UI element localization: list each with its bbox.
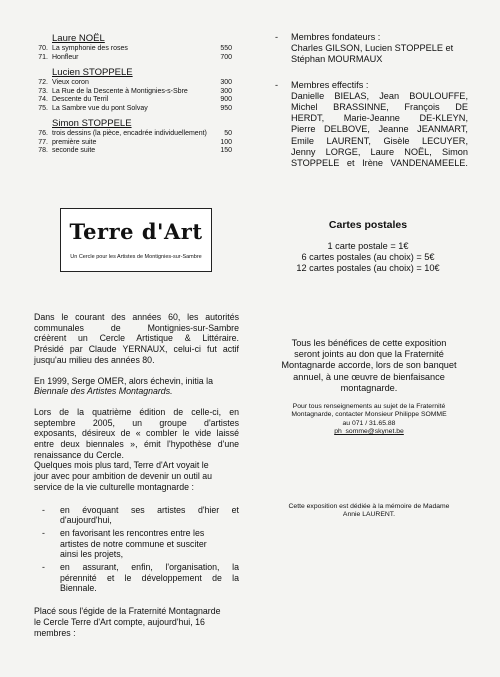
history-paragraph: En 1999, Serge OMER, alors échevin, initia la Biennale des Artistes Montagnards.: [34, 375, 213, 397]
effective-line: Emile LAURENT, Gisèle LECUYER,: [291, 135, 468, 146]
history-line: renaissance du Cercle.: [34, 449, 124, 460]
postcards-price-line: 6 cartes postales (au choix) = 5€: [301, 252, 435, 263]
artwork-row: 70. La symphonie des roses 550: [38, 45, 232, 52]
postcards-price-line: 12 cartes postales (au choix) = 10€: [296, 263, 440, 274]
history-paragraph: Placé sous l'égide de la Fraternité Montagnarde le Cercle Terre d'Art compte, aujourd'hui, 16 membres :: [34, 606, 221, 638]
benefits-section: Tous les bénéfices de cette exposition seront joints au don que la Fraternité Montagnarde accorde, lors de son banquet annuel, à une œuvre de bienfaisance montagnarde.: [281, 338, 457, 393]
contact-email-link[interactable]: ph_somme@skynet.be: [334, 428, 404, 436]
dash-marker: -: [275, 79, 279, 90]
artwork-row: 71. Honfleur 700: [38, 53, 232, 61]
effective-line: Jenny LORGE, Laure NOËL, Simon: [291, 146, 468, 157]
history-paragraph: Quelques mois plus tard, Terre d'Art voyait le jour avec pour ambition de devenir un outil au service de la vie culturelle montagnarde :: [34, 460, 213, 492]
artist-name: Laure NOËL: [52, 33, 105, 44]
artwork-row: 75. La Sambre vue du pont Solvay 950: [38, 104, 232, 112]
artwork-row: 76. trois dessins (la pièce, encadrée individuellement) 50: [38, 130, 232, 137]
artist-name: Simon STOPPELE: [52, 118, 132, 129]
postcards-price-line: 1 carte postale = 1€: [327, 241, 409, 251]
contact-section: Pour tous renseignements au sujet de la Fraternité Montagnarde, contacter Monsieur Philippe SOMME au 071 / 31.65.88 ph_somme@skynet.be: [266, 403, 472, 437]
ambition-list: [34, 505, 239, 595]
effective-line: Michel BRASSINNE, François DE: [291, 102, 468, 113]
effective-heading: Membres effectifs :: [291, 79, 369, 90]
list-item: - en favorisant les rencontres entre les artistes de notre commune et susciter ainsi les projets,: [42, 527, 207, 560]
dedication-section: Cette exposition est dédiée à la mémoire de Madame Annie LAURENT.: [288, 503, 450, 519]
artwork-row: 77. première suite 100: [38, 138, 232, 146]
artwork-list: [32, 33, 232, 156]
effective-line: STOPPELE et Irène VANDENAMEELE.: [291, 158, 468, 169]
effective-line: HERDT, Marie-Jeanne DE-KLEYN,: [291, 113, 468, 124]
members-section: [275, 32, 468, 169]
artist-name: Lucien STOPPELE: [52, 67, 133, 78]
history-section: [34, 312, 239, 638]
effective-line: Pierre DELBOVE, Jeanne JEANMART,: [291, 124, 468, 135]
effective-line: Danielle BIELAS, Jean BOULOUFFE,: [291, 90, 468, 101]
artwork-row: 73. La Rue de la Descente à Montignies-s-Sbre 300: [38, 87, 232, 95]
list-item: - en assurant, enfin, l'organisation, la pérennité et le développement de la Biennale.: [42, 562, 239, 594]
artwork-row: 72. Vieux coron 300: [38, 79, 232, 86]
history-line: jusqu'au milieu des années 80.: [34, 354, 155, 365]
founders-line: Charles GILSON, Lucien STOPPELE et: [291, 43, 454, 54]
postcards-heading: Cartes postales: [328, 219, 408, 231]
terre-dart-logo: [60, 208, 212, 272]
founders-heading: Membres fondateurs :: [291, 32, 381, 42]
logo-subtitle: Un Cercle pour les Artistes de Montignies-sur-Sambre: [70, 254, 202, 260]
history-paragraph: Dans le courant des années 60, les autorités communales de Montignies-sur-Sambre créèrent un Cercle Artistique & Littéraire. Présidé par Claude YERNAUX, celui-ci fut actif: [34, 312, 239, 355]
history-paragraph: Lors de la quatrième édition de celle-ci, en septembre 2005, un groupe d'artistes exposants, désireux de « combler le vide laissé entre deux biennales », émit l'hypothèse d'une: [34, 406, 239, 450]
postcards-section: [268, 219, 468, 275]
artwork-row: 74. Descente du Terril 900: [38, 96, 232, 103]
dash-marker: -: [275, 32, 279, 42]
logo-title: Terre d'Art: [69, 219, 203, 244]
list-item: - en évoquant ses artistes d'hier et d'aujourd'hui,: [42, 504, 239, 526]
founders-line: Stéphan MOURMAUX: [291, 54, 383, 65]
artwork-row: 78. seconde suite 150: [38, 147, 232, 154]
